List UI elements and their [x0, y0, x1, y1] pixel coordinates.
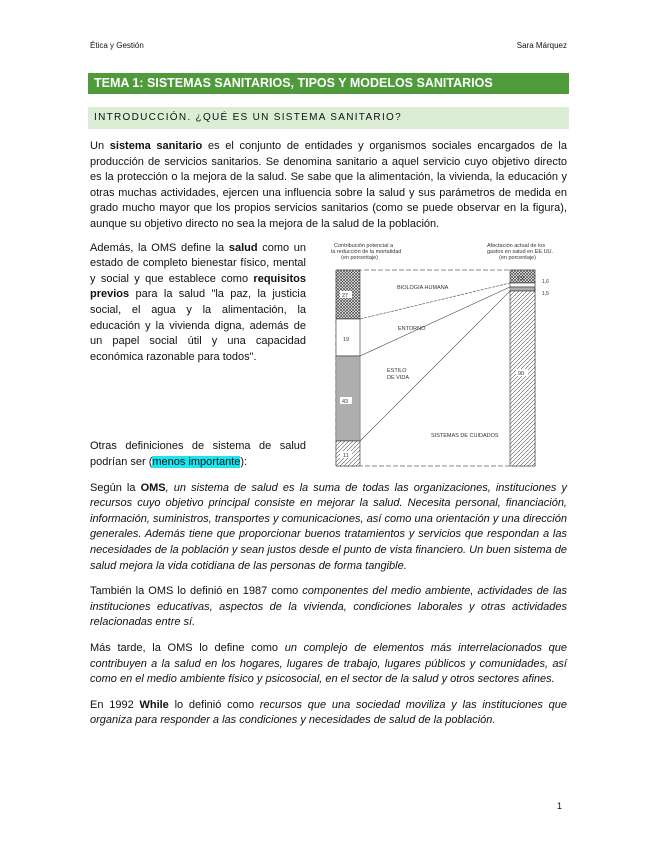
left-axis-title: la reducción de la mortalidad [331, 248, 402, 255]
left-axis-title: (en porcentaje) [341, 254, 378, 261]
header-course: Ética y Gestión [90, 41, 144, 50]
value-right-estilo: 1,5 [542, 290, 549, 297]
label-estilo: ESTILO [387, 367, 407, 374]
paragraph-later: Más tarde, la OMS lo define como un complejo de elementos más interrelacionados que contribuyen a la salud en los hogares, lugares de trabajo, lugares públicos y comunidades, así como en el medio ambiente físico y psicosocial, en el sector de la salud y otros sectores afines. [90, 641, 567, 686]
value-left-bio: 27 [342, 292, 349, 299]
page-number: 1 [557, 801, 563, 811]
value-left-estilo: 43 [342, 398, 349, 405]
section-heading: INTRODUCCIÓN. ¿QUÉ ES UN SISTEMA SANITARIO? [88, 107, 569, 129]
value-left-sistemas: 11 [343, 452, 349, 459]
value-right-entorno: 1,6 [542, 278, 549, 285]
paragraph-intro: Un sistema sanitario es el conjunto de entidades y organismos sociales encargados de la producción de servicios sanitarios. Se denomina sanitario a aquel servicio cuyo objetivo directo es la protección o la mejora de la salud. Se sabe que la alimentación, la vivienda, la educación y otras muchas actividades, ejercen una influencia sobre la salud y sus parámetros de medida en grado mucho mayor que los propios servicios sanitarios (como se puede observar en la figura), aunque su objetivo directo no sea la mejora de la salud de la población. [90, 140, 567, 230]
bar-right-estilo [510, 287, 535, 291]
header-author: Sara Márquez [516, 41, 567, 50]
connector-lines [360, 283, 510, 441]
left-column [88, 241, 308, 471]
definition-with-figure [88, 241, 569, 471]
right-axis-title: (en porcentaje) [499, 254, 536, 261]
bar-right-entorno [510, 283, 535, 287]
paragraph-1992: En 1992 While lo definió como recursos que una sociedad moviliza y las instituciones que organiza para responder a las condiciones y necesidades de salud de la población. [90, 698, 567, 727]
paragraph-oms-health: Además, la OMS define la salud como un estado de completo bienestar físico, mental y social y que establece como requisitos previos para la salud "la paz, la justicia social, el agua y la alimentación, la educación y la vivienda digna, además de un papel social útil y una capacidad económica razonable para todos". [90, 241, 307, 363]
paragraph-other-definitions: Otras definiciones de sistema de salud podrían ser (menos importante): [90, 440, 306, 468]
bar-right-sistemas [510, 291, 535, 466]
left-axis-title: Contribución potencial a [334, 242, 394, 249]
value-left-entorno: 19 [343, 336, 350, 343]
value-right-sistemas: 90 [518, 370, 525, 377]
right-axis-title: Afectación actual de los [487, 242, 546, 249]
value-right-bio: 7,9 [517, 275, 524, 282]
right-axis-title: gastos en salud en EE.UU. [487, 248, 554, 255]
page-title: TEMA 1: SISTEMAS SANITARIOS, TIPOS Y MODELOS SANITARIOS [88, 73, 569, 94]
paragraph-1987: También la OMS lo definió en 1987 como componentes del medio ambiente, actividades de las instituciones educativas, aspectos de la vivienda, condiciones laborales y otras actividades relacionadas entre sí. [90, 585, 567, 629]
label-sistemas: SISTEMAS DE CUIDADOS [431, 432, 499, 439]
health-determinants-figure [329, 241, 569, 471]
page-content [88, 73, 569, 729]
label-estilo: DE VIDA [387, 374, 410, 381]
label-biologia: BIOLOGIA HUMANA [397, 284, 449, 291]
label-entorno: ENTORNO [398, 325, 426, 332]
paragraph-oms-definition: Según la OMS, un sistema de salud es la suma de todas las organizaciones, instituciones y recursos cuyo objetivo principal consiste en mejorar la salud. Necesita personal, financiación, información, suministros, transportes y comunicaciones, así como una orientación y una dirección generales. Además tiene que proporcionar buenos tratamientos y servicios que respondan a las necesidades de la población y sean justos desde el punto de vista financiero. Un buen sistema de salud mejora la vida cotidiana de las personas de forma tangible. [90, 481, 567, 572]
